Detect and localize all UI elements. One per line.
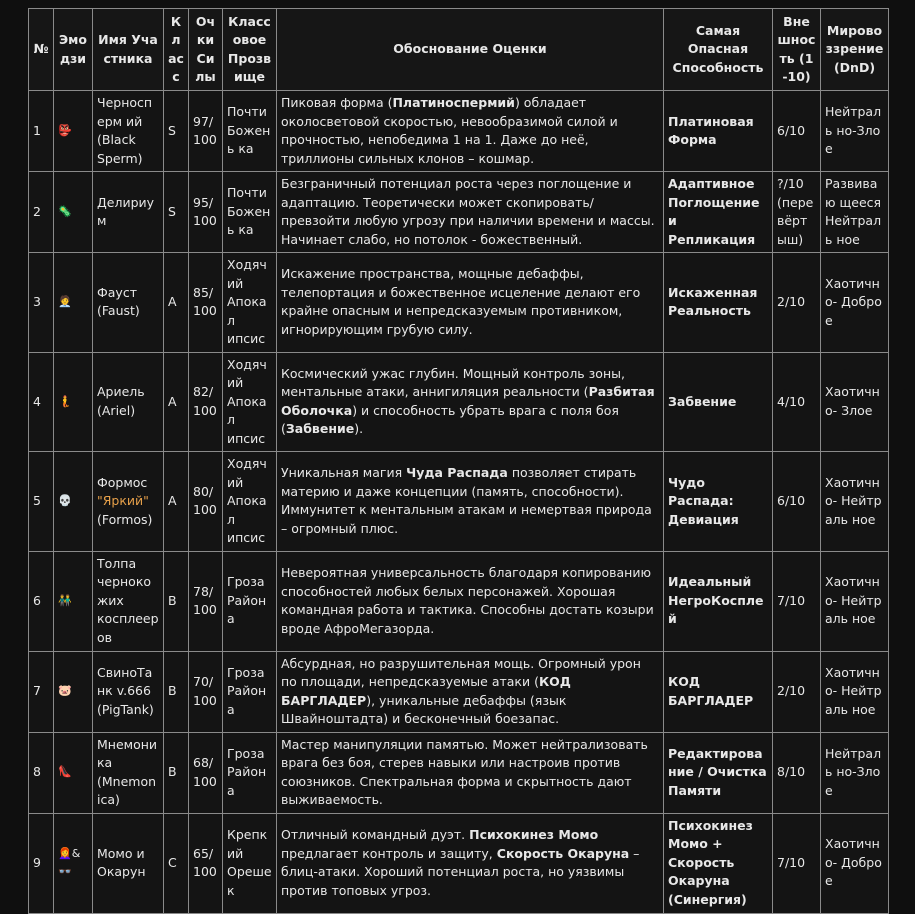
- table-row: [29, 352, 889, 452]
- table-body: [29, 91, 889, 914]
- emoji-cell: 💀: [54, 452, 93, 552]
- row-number: 6: [29, 551, 54, 651]
- reason-cell: [277, 452, 664, 552]
- reason-text: ) и способность убрать врага с поля боя (: [281, 402, 619, 437]
- header-num: №: [29, 9, 54, 91]
- emoji-cell: 🧑‍💼: [54, 253, 93, 353]
- reason-bold: Разбитая Оболочка: [281, 384, 655, 418]
- reason-text: Безграничный потенциал роста через поглощение и адаптацию. Теоретически может скопировать/превзойти любую угрозу при наличии времени и массы. Начинает слабо, но потолок - божественный.: [281, 176, 655, 247]
- row-number: 5: [29, 452, 54, 552]
- class-cell: A: [164, 253, 189, 353]
- reason-bold: Психокинез Момо: [469, 827, 599, 842]
- power-points: 85/100: [189, 253, 223, 353]
- class-cell: B: [164, 732, 189, 813]
- participant-name: Мнемоника (Mnemonica): [93, 732, 164, 813]
- alignment-cell: Хаотично- Злое: [821, 352, 889, 452]
- reason-cell: [277, 651, 664, 732]
- looks-cell: 6/10: [773, 452, 821, 552]
- ability-name: Платиновая Форма: [668, 113, 754, 147]
- reason-cell: [277, 91, 664, 172]
- ability-name: Идеальный НегроКосплей: [668, 574, 764, 627]
- emoji-cell: 👩‍🦰&👓: [54, 813, 93, 913]
- table-row: [29, 813, 889, 913]
- class-cell: S: [164, 172, 189, 253]
- table-row: [29, 551, 889, 651]
- participant-name: Ариель (Ariel): [93, 352, 164, 452]
- ability-name: КОД БАРГЛАДЕР: [668, 674, 754, 708]
- table-row: [29, 253, 889, 353]
- looks-cell: ?/10 (перевёртыш): [773, 172, 821, 253]
- ability-cell: [664, 91, 773, 172]
- emoji-cell: 👬: [54, 551, 93, 651]
- class-title: Почти Божень ка: [223, 172, 277, 253]
- table-row: [29, 732, 889, 813]
- row-number: 1: [29, 91, 54, 172]
- reason-text: Пиковая форма (: [281, 95, 393, 110]
- class-title: Гроза Района: [223, 551, 277, 651]
- ranking-table: [28, 8, 889, 914]
- ability-name: Психокинез Момо + Скорость Окаруна (Синергия): [668, 817, 753, 907]
- reason-text: ), уникальные дебаффы (язык Швайноштадта) и бесконечный боезапас.: [281, 692, 567, 726]
- name-sub: (Formos): [97, 511, 153, 527]
- class-cell: A: [164, 452, 189, 552]
- looks-cell: 2/10: [773, 651, 821, 732]
- ability-cell: [664, 651, 773, 732]
- ability-name: Забвение: [668, 393, 737, 409]
- reason-cell: [277, 813, 664, 913]
- alignment-cell: Хаотично- Доброе: [821, 813, 889, 913]
- reason-text: Космический ужас глубин. Мощный контроль зоны, ментальные атаки, аннигиляция реальности (: [281, 365, 625, 400]
- header-row: [29, 9, 889, 91]
- reason-text: ) обладает околосветовой скоростью, невообразимой силой и прочностью, непобедима 1 на 1. Даже до неё, триллионы сильных клонов – кошмар.: [281, 95, 618, 166]
- alignment-cell: Нейтраль но-Злое: [821, 732, 889, 813]
- class-title: Ходячий Апокал ипсис: [223, 253, 277, 353]
- table-row: [29, 452, 889, 552]
- reason-bold: Скорость Окаруна: [496, 845, 630, 861]
- table-row: [29, 91, 889, 172]
- reason-cell: [277, 352, 664, 452]
- emoji-cell: 🐷: [54, 651, 93, 732]
- emoji-cell: 👠: [54, 732, 93, 813]
- reason-text: позволяет стирать материю и даже концепции (память, способности). Иммунитет к ментальным атакам и немертвая природа – огромный плюс.: [281, 465, 652, 536]
- header-title: Классовое Прозвище: [223, 9, 277, 91]
- looks-cell: 4/10: [773, 352, 821, 452]
- ability-cell: [664, 813, 773, 913]
- class-title: Крепкий Орешек: [223, 813, 277, 913]
- ability-cell: [664, 732, 773, 813]
- reason-bold: Платиноспермий: [392, 95, 515, 110]
- looks-cell: 8/10: [773, 732, 821, 813]
- power-points: 65/100: [189, 813, 223, 913]
- reason-text: предлагает контроль и защиту,: [281, 845, 497, 861]
- reason-text: Мастер манипуляции памятью. Может нейтрализовать врага без боя, стерев навыки или настроив против союзников. Спектральная форма и скрытность дают выживаемость.: [281, 736, 648, 807]
- participant-name: Черносперм ий (Black Sperm): [93, 91, 164, 172]
- alignment-cell: Хаотично- Нейтраль ное: [821, 452, 889, 552]
- ability-cell: [664, 352, 773, 452]
- alignment-cell: Нейтраль но-Злое: [821, 91, 889, 172]
- looks-cell: 2/10: [773, 253, 821, 353]
- reason-text: Отличный командный дуэт.: [281, 827, 470, 842]
- class-cell: A: [164, 352, 189, 452]
- ability-cell: [664, 253, 773, 353]
- reason-text: Абсурдная, но разрушительная мощь. Огромный урон по площади, непредсказуемые атаки (: [281, 655, 641, 689]
- class-cell: S: [164, 91, 189, 172]
- reason-text: Невероятная универсальность благодаря копированию способностей любых белых персонажей. Хорошая командная работа и тактика. Способны достать козыри вроде АфроМегазорда.: [281, 565, 654, 636]
- emoji-cell: 🦠: [54, 172, 93, 253]
- participant-name: СвиноТанк v.666 (PigTank): [93, 651, 164, 732]
- table-row: [29, 172, 889, 253]
- looks-cell: 7/10: [773, 551, 821, 651]
- class-title: Ходячий Апокал ипсис: [223, 352, 277, 452]
- reason-bold: Чуда Распада: [406, 465, 508, 481]
- reason-bold: КОД БАРГЛАДЕР: [281, 674, 571, 708]
- ability-name: Искаженная Реальность: [668, 284, 758, 319]
- row-number: 3: [29, 253, 54, 353]
- ability-cell: [664, 172, 773, 253]
- participant-name: Момо и Окарун: [93, 813, 164, 913]
- alignment-cell: Хаотично- Нейтраль ное: [821, 551, 889, 651]
- class-cell: B: [164, 551, 189, 651]
- row-number: 7: [29, 651, 54, 732]
- row-number: 4: [29, 352, 54, 452]
- ability-name: Адаптивное Поглощение и Репликация: [668, 176, 760, 247]
- emoji-cell: 👺: [54, 91, 93, 172]
- header-reason: Обоснование Оценки: [277, 9, 664, 91]
- name-main: Формос: [97, 474, 148, 490]
- reason-cell: [277, 551, 664, 651]
- power-points: 82/100: [189, 352, 223, 452]
- power-points: 97/100: [189, 91, 223, 172]
- participant-name: Толпа чернокожих косплееров: [93, 551, 164, 651]
- name-nickname: "Яркий": [97, 493, 149, 508]
- participant-name: Фауст (Faust): [93, 253, 164, 353]
- power-points: 78/100: [189, 551, 223, 651]
- alignment-cell: Хаотично- Доброе: [821, 253, 889, 353]
- emoji-cell: 🧜: [54, 352, 93, 452]
- reason-bold: Забвение: [285, 421, 355, 437]
- class-cell: B: [164, 651, 189, 732]
- class-cell: C: [164, 813, 189, 913]
- ability-cell: [664, 452, 773, 552]
- class-title: Гроза Района: [223, 651, 277, 732]
- reason-text: ).: [354, 421, 364, 437]
- header-ability: Самая Опасная Способность: [664, 9, 773, 91]
- table-row: [29, 651, 889, 732]
- class-title: Почти Божень ка: [223, 91, 277, 172]
- power-points: 80/100: [189, 452, 223, 552]
- alignment-cell: Хаотично- Нейтраль ное: [821, 651, 889, 732]
- alignment-cell: Развиваю щееся Нейтраль ное: [821, 172, 889, 253]
- row-number: 2: [29, 172, 54, 253]
- ability-cell: [664, 551, 773, 651]
- power-points: 68/100: [189, 732, 223, 813]
- looks-cell: 6/10: [773, 91, 821, 172]
- looks-cell: 7/10: [773, 813, 821, 913]
- participant-name: [93, 452, 164, 552]
- reason-cell: [277, 172, 664, 253]
- row-number: 8: [29, 732, 54, 813]
- ability-name: Чудо Распада: Девиация: [668, 474, 739, 527]
- class-title: Гроза Района: [223, 732, 277, 813]
- participant-name: Делириум: [93, 172, 164, 253]
- header-alignment: Мировоззрение (DnD): [821, 9, 889, 91]
- header-looks: Внешность (1-10): [773, 9, 821, 91]
- header-points: Очки Силы: [189, 9, 223, 91]
- reason-cell: [277, 732, 664, 813]
- reason-text: – блиц-атаки. Хороший потенциал роста, но уязвимы против топовых угроз.: [281, 845, 640, 898]
- power-points: 95/100: [189, 172, 223, 253]
- class-title: Ходячий Апокал ипсис: [223, 452, 277, 552]
- reason-cell: [277, 253, 664, 353]
- reason-text: Уникальная магия: [281, 465, 407, 481]
- header-class: Класс: [164, 9, 189, 91]
- header-emoji: Эмодзи: [54, 9, 93, 91]
- row-number: 9: [29, 813, 54, 913]
- header-name: Имя Участника: [93, 9, 164, 91]
- power-points: 70/100: [189, 651, 223, 732]
- reason-text: Искажение пространства, мощные дебаффы, телепортация и божественное исцеление делают его крайне опасным и непредсказуемым противником, игнорирующим грубую силу.: [281, 266, 641, 337]
- ability-name: Редактирование / Очистка Памяти: [668, 745, 767, 798]
